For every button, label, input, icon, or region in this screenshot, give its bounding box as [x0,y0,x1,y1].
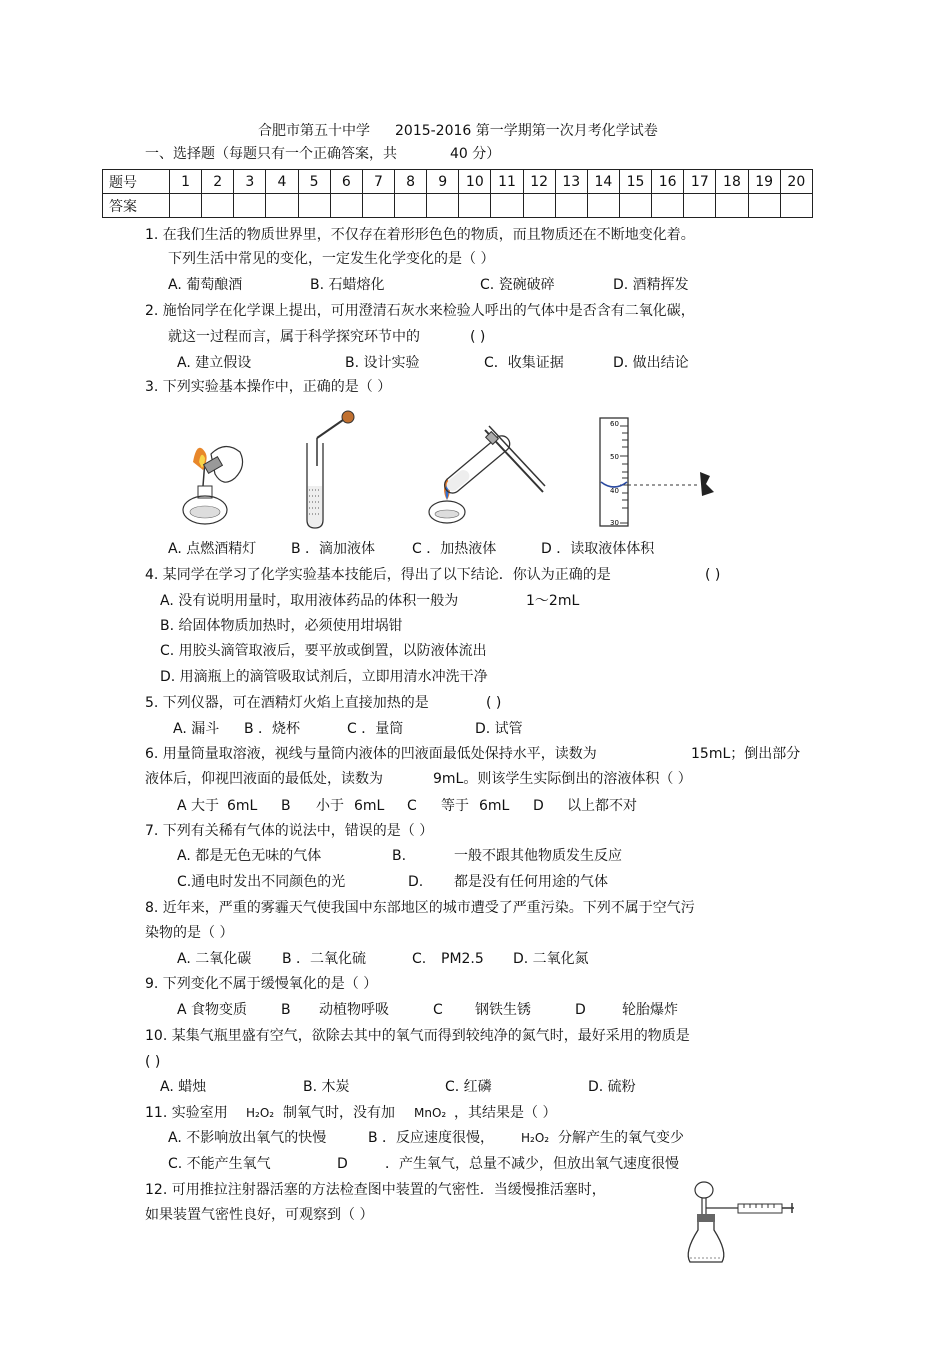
q9-option-a: A 食物变质 [177,1002,248,1018]
q2-stem: 2. 施怡同学在化学课上提出，可用澄清石灰水来检验人呼出的气体中是否含有二氧化碳， [145,303,695,319]
question-number: 1 [170,170,202,194]
q5-stem: 5. 下列仪器，可在酒精灯火焰上直接加热的是 [145,695,429,711]
q7-stem: 7. 下列有关稀有气体的说法中，错误的是（ ） [145,823,434,839]
tick-label-40: 40 [610,487,619,495]
section-heading: 一、选择题（每题只有一个正确答案，共 [145,146,397,162]
answer-cell[interactable] [459,194,491,218]
q5-option-d: D. 试管 [475,721,523,737]
q8-stem-2: 染物的是（ ） [145,925,234,941]
question-number: 12 [523,170,555,194]
question-number: 13 [555,170,587,194]
answer-table [102,169,813,218]
tick-label-60: 60 [610,420,619,428]
q6-option-a-value: 6mL [227,798,258,814]
answer-cell[interactable] [298,194,330,218]
question-number: 18 [716,170,748,194]
answer-cell[interactable] [684,194,716,218]
section-points: 40 分） [450,146,501,162]
question-number: 7 [362,170,394,194]
q2-option-a: A. 建立假设 [177,355,252,371]
q11-stem-2: 制氧气时，没有加 [283,1105,395,1121]
q9-option-b-text: 动植物呼吸 [319,1002,389,1018]
q11-option-c: C. 不能产生氧气 [168,1156,271,1172]
q7-option-b-letter: B. [392,848,407,864]
q4-option-d: D. 用滴瓶上的滴管吸取试剂后，立即用清水冲洗干净 [160,669,488,685]
answer-cell[interactable] [330,194,362,218]
answer-cell[interactable] [716,194,748,218]
q6-option-c-letter: C [407,798,417,814]
q11-option-b: B ．反应速度很慢， [368,1130,495,1146]
question-number: 3 [234,170,266,194]
q4-option-a: A. 没有说明用量时，取用液体药品的体积一般为 [160,593,459,609]
q10-option-a: A. 蜡烛 [160,1079,207,1095]
q11-stem-1: 11. 实验室用 [145,1105,228,1121]
answer-cell[interactable] [202,194,234,218]
q8-stem: 8. 近年来，严重的雾霾天气使我国中东部地区的城市遭受了严重污染。下列不属于空气污 [145,900,695,916]
q3-option-c: C ．加热液体 [412,541,497,557]
q1-option-a: A. 葡萄酿酒 [168,277,243,293]
row-label: 答案 [103,194,170,218]
tick-label-50: 50 [610,453,619,461]
q7-option-d-letter: D. [408,874,424,890]
q11-option-d-text: ．产生氧气，总量不减少，但放出氧气速度很慢 [385,1156,679,1172]
q6-value-2: 9mL。则该学生实际倒出的溶液体积（ ） [433,771,692,787]
q10-paren: ( ) [145,1054,161,1070]
q10-option-d: D. 硫粉 [588,1079,636,1095]
question-number: 5 [298,170,330,194]
heating-liquid-figure [425,420,550,530]
q6-stem-2: 液体后，仰视凹液面的最低处，读数为 [145,771,383,787]
q6-value-1: 15mL；倒出部分 [691,746,801,762]
eye-icon [700,472,714,496]
q9-option-c-text: 钢铁生锈 [475,1002,531,1018]
q11-formula-h2o2: H₂O₂ [246,1106,275,1120]
question-number: 10 [459,170,491,194]
q9-option-d-text: 轮胎爆炸 [622,1002,678,1018]
question-number: 6 [330,170,362,194]
q2-stem-2: 就这一过程而言，属于科学探究环节中的 [168,329,420,345]
question-number: 11 [491,170,523,194]
q9-option-b-letter: B [281,1002,291,1018]
answer-cell[interactable] [523,194,555,218]
q12-stem-2: 如果装置气密性良好，可观察到（ ） [145,1207,374,1223]
question-number: 17 [684,170,716,194]
q9-stem: 9. 下列变化不属于缓慢氧化的是（ ） [145,976,378,992]
answer-cell[interactable] [170,194,202,218]
question-number: 14 [587,170,619,194]
q1-option-c: C. 瓷碗破碎 [480,277,555,293]
question-number: 4 [266,170,298,194]
q12-stem: 12. 可用推拉注射器活塞的方法检查图中装置的气密性．当缓慢推活塞时， [145,1182,606,1198]
q1-stem: 1. 在我们生活的物质世界里，不仅存在着形形色色的物质，而且物质还在不断地变化着。 [145,227,695,243]
q1-option-d: D. 酒精挥发 [613,277,689,293]
q8-option-a: A. 二氧化碳 [177,951,252,967]
q8-option-c-text: PM2.5 [441,951,484,967]
answer-cell[interactable] [780,194,812,218]
q11-option-d-letter: D [337,1156,348,1172]
q9-option-c-letter: C [433,1002,443,1018]
page-title-school: 合肥市第五十中学 [258,123,370,139]
q6-option-c-text: 等于 [441,798,469,814]
q8-option-b: B ．二氧化硫 [282,951,367,967]
q7-option-d-text: 都是没有任何用途的气体 [454,874,608,890]
q11-formula-mno2: MnO₂ [414,1106,447,1120]
q4-option-a-value: 1～2mL [526,593,580,609]
q5-option-a: A. 漏斗 [173,721,220,737]
question-number: 2 [202,170,234,194]
answer-cell[interactable] [427,194,459,218]
answer-cell[interactable] [266,194,298,218]
q11-option-b-formula: H₂O₂ [521,1131,550,1145]
q6-option-c-value: 6mL [479,798,510,814]
q4-option-b: B. 给固体物质加热时，必须使用坩埚钳 [160,618,403,634]
answer-cell[interactable] [234,194,266,218]
q6-stem: 6. 用量筒量取溶液，视线与量筒内液体的凹液面最低处保持水平，读数为 [145,746,597,762]
q5-paren: ( ) [486,695,502,711]
answer-cell[interactable] [652,194,684,218]
q10-option-b: B. 木炭 [303,1079,350,1095]
q10-option-c: C. 红磷 [445,1079,492,1095]
q2-option-c: C．收集证据 [484,355,564,371]
q3-option-a: A. 点燃酒精灯 [168,541,257,557]
q6-option-b-value: 6mL [354,798,385,814]
q1-option-b: B. 石蜡熔化 [310,277,385,293]
q7-option-c: C.通电时发出不同颜色的光 [177,874,346,890]
q2-option-d: D. 做出结论 [613,355,689,371]
q6-option-b-letter: B [281,798,291,814]
question-number: 16 [652,170,684,194]
q4-paren: ( ) [705,567,721,583]
question-number: 15 [619,170,651,194]
page-title: 2015-2016 第一学期第一次月考化学试卷 [395,123,658,139]
q8-option-d: D. 二氧化氮 [513,951,589,967]
airtightness-apparatus-figure [680,1178,800,1268]
answer-cell[interactable] [555,194,587,218]
tick-label-30: 30 [610,519,619,527]
table-row-answers [103,194,813,218]
q6-option-b-text: 小于 [316,798,344,814]
question-number: 9 [427,170,459,194]
q11-stem-3: ，其结果是（ ） [454,1105,557,1121]
q4-option-c: C. 用胶头滴管取液后，要平放或倒置，以防液体流出 [160,643,487,659]
q10-stem: 10. 某集气瓶里盛有空气，欲除去其中的氧气而得到较纯净的氮气时，最好采用的物质是 [145,1028,690,1044]
q9-option-d-letter: D [575,1002,586,1018]
graduated-cylinder-figure [592,412,722,532]
q2-option-b: B. 设计实验 [345,355,420,371]
q7-option-b-text: 一般不跟其他物质发生反应 [454,848,622,864]
q3-option-b: B ．滴加液体 [291,541,376,557]
q5-option-b: B ．烧杯 [244,721,301,737]
q6-option-d-letter: D [533,798,544,814]
answer-cell[interactable] [619,194,651,218]
q2-paren: ( ) [470,329,486,345]
alcohol-lamp-lighting-figure [165,430,255,530]
q7-option-a: A. 都是无色无味的气体 [177,848,322,864]
row-label: 题号 [103,170,170,194]
question-number: 8 [394,170,426,194]
answer-cell[interactable] [587,194,619,218]
q11-option-b-text: 分解产生的氧气变少 [558,1130,684,1146]
q1-stem-2: 下列生活中常见的变化，一定发生化学变化的是（ ） [168,251,495,267]
answer-cell[interactable] [491,194,523,218]
answer-cell[interactable] [748,194,780,218]
answer-cell[interactable] [394,194,426,218]
answer-cell[interactable] [362,194,394,218]
table-row-numbers [103,170,813,194]
dropper-test-tube-figure [295,408,365,533]
q3-stem: 3. 下列实验基本操作中，正确的是（ ） [145,379,392,395]
question-number: 19 [748,170,780,194]
q6-option-a: A 大于 [177,798,220,814]
q8-option-c-letter: C. [412,951,427,967]
q6-option-d-text: 以上都不对 [567,798,637,814]
question-number: 20 [780,170,812,194]
q4-stem: 4. 某同学在学习了化学实验基本技能后，得出了以下结论．你认为正确的是 [145,567,611,583]
q5-option-c: C ．量筒 [347,721,404,737]
q11-option-a: A. 不影响放出氧气的快慢 [168,1130,327,1146]
q3-option-d: D ．读取液体体积 [541,541,655,557]
